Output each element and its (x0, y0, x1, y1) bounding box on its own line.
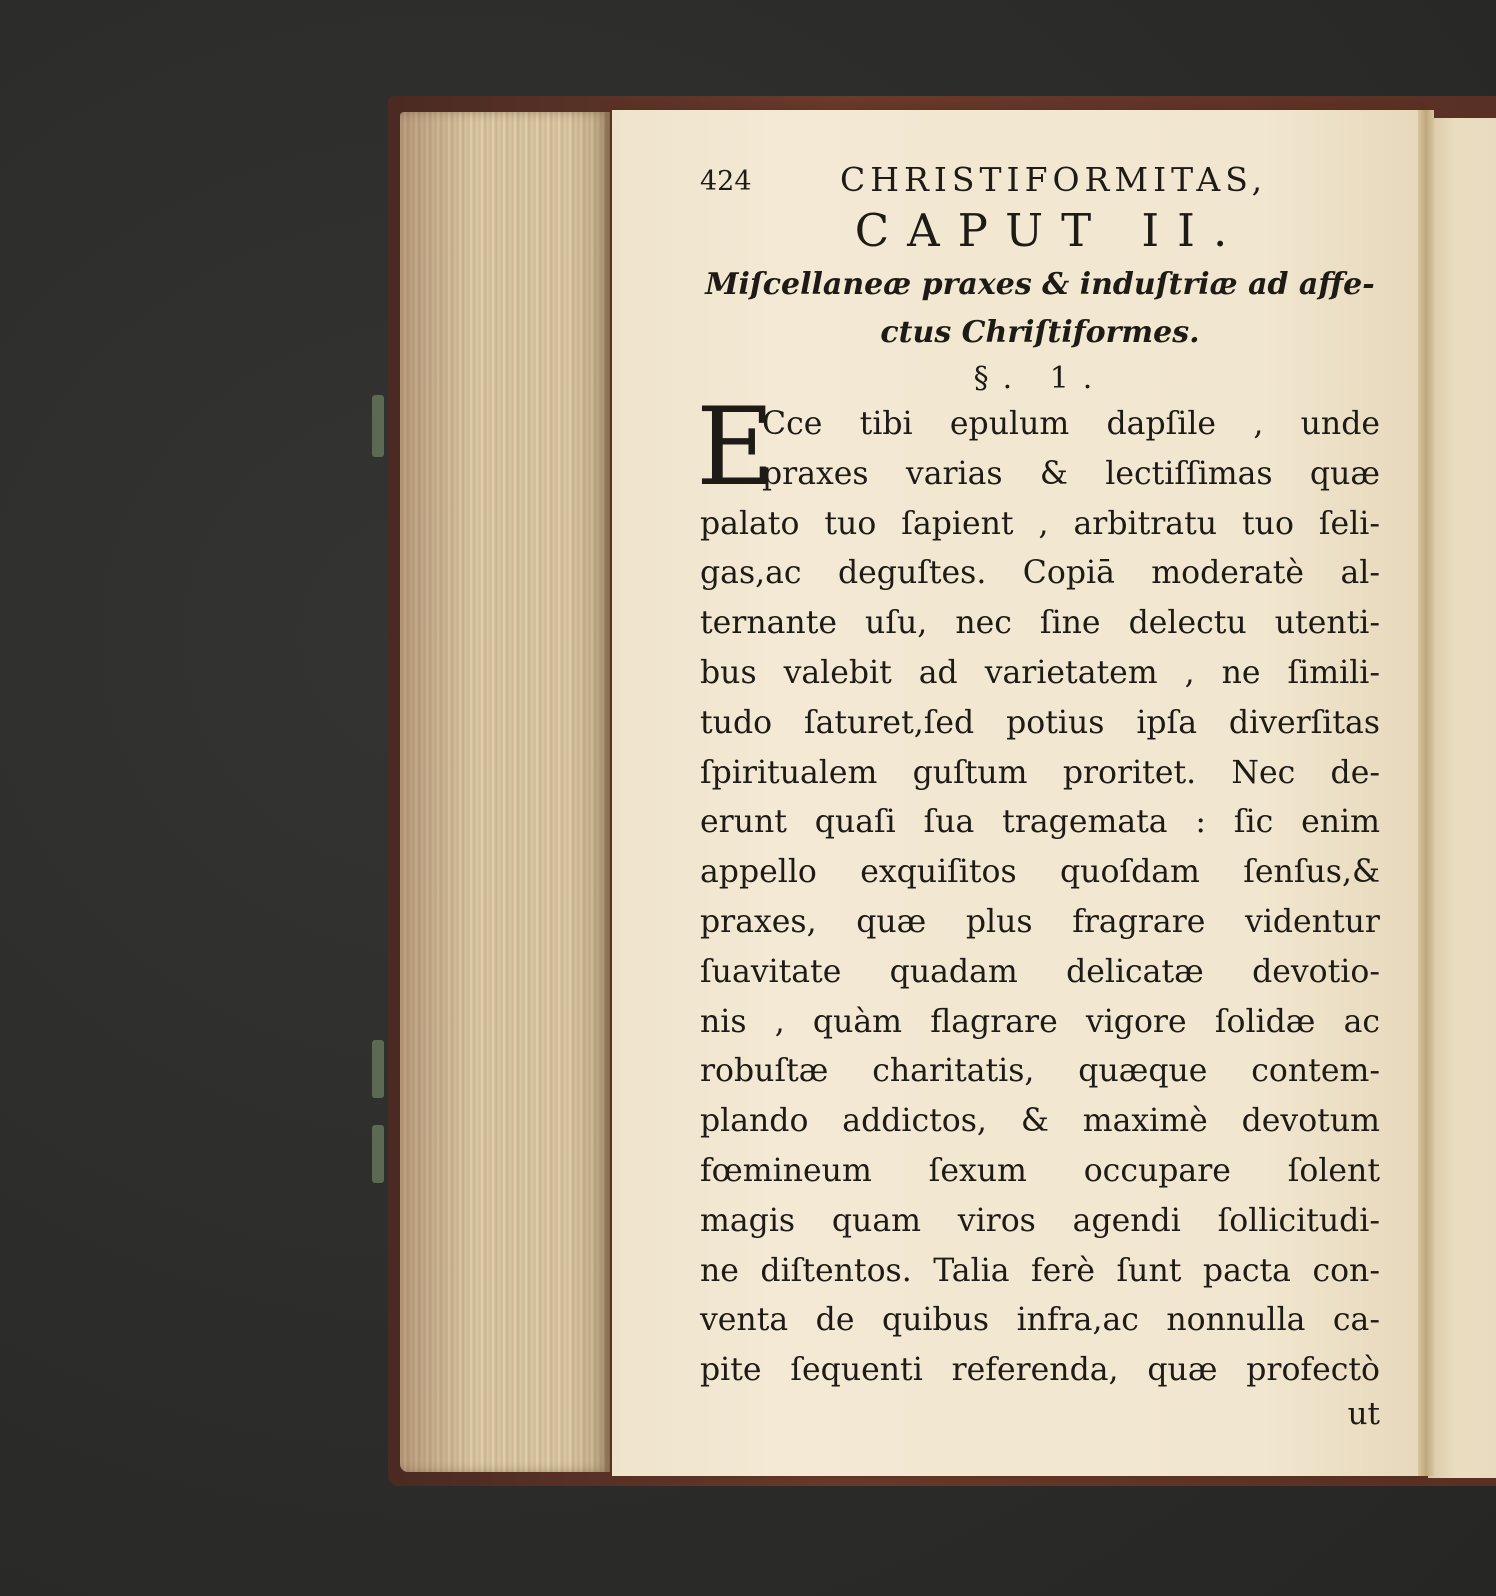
facing-page-edge (1428, 118, 1496, 1478)
running-title: CHRISTIFORMITAS, (840, 160, 1268, 199)
body-line: ternante uſu, nec ſine delectu utenti- (700, 605, 1380, 642)
body-text (696, 385, 1380, 1396)
body-line: Cce tibi epulum dapſile , unde (762, 406, 1380, 442)
page-gutter (1418, 110, 1434, 1476)
body-line: praxes, quæ plus fragrare videntur (700, 903, 1380, 940)
body-line: magis quam viros agendi ſollicitudi- (700, 1202, 1380, 1239)
body-line: appello exquiſitos quoſdam ſenſus,& (700, 854, 1380, 891)
body-line: ſpiritualem guſtum proritet. Nec de- (700, 754, 1380, 791)
page-number: 424 (700, 166, 752, 197)
body-line: fœmineum ſexum occupare ſolent (700, 1152, 1380, 1189)
clasp-mark-bottom (372, 1125, 384, 1183)
catchword: ut (1347, 1395, 1380, 1432)
page-text (696, 160, 1380, 1432)
body-line: palato tuo ſapient , arbitratu tuo ſeli- (700, 505, 1380, 542)
drop-cap: E (696, 385, 775, 510)
subtitle-line: ctus Chriſtiformes. (880, 315, 1200, 350)
page-edges-shade (400, 112, 610, 1472)
body-line: plando addictos, & maximè devotum (700, 1103, 1380, 1140)
body-line: gas,ac deguſtes. Copiā moderatè al- (700, 555, 1380, 592)
chapter-heading: CAPUT II. (854, 204, 1246, 257)
running-head (700, 160, 1380, 200)
body-line: nis , quàm flagrare vigore ſolidæ ac (700, 1003, 1380, 1040)
body-line: erunt quaſi ſua tragemata : ſic enim (700, 804, 1380, 841)
body-line: tudo ſaturet,ſed potius ipſa diverſitas (700, 704, 1380, 741)
body-line: bus valebit ad varietatem , ne ſimili- (700, 654, 1380, 691)
section-mark: §. 1. (973, 361, 1107, 396)
subtitle-line: Miſcellaneæ praxes & induſtriæ ad affe- (705, 267, 1375, 302)
body-line: robuſtæ charitatis, quæque contem- (700, 1053, 1380, 1090)
chapter-subtitle (700, 261, 1380, 357)
body-line: ne diſtentos. Talia ferè ſunt pacta con- (700, 1252, 1380, 1289)
body-line: ſuavitate quadam delicatæ devotio- (700, 953, 1380, 990)
clasp-mark-top (372, 395, 384, 457)
body-line: venta de quibus infra,ac nonnulla ca- (700, 1302, 1380, 1339)
body-line: pite ſequenti referenda, quæ profectò (700, 1352, 1380, 1389)
clasp-mark-middle (372, 1040, 384, 1098)
body-line: praxes varias & lectiſſimas quæ (762, 455, 1380, 492)
